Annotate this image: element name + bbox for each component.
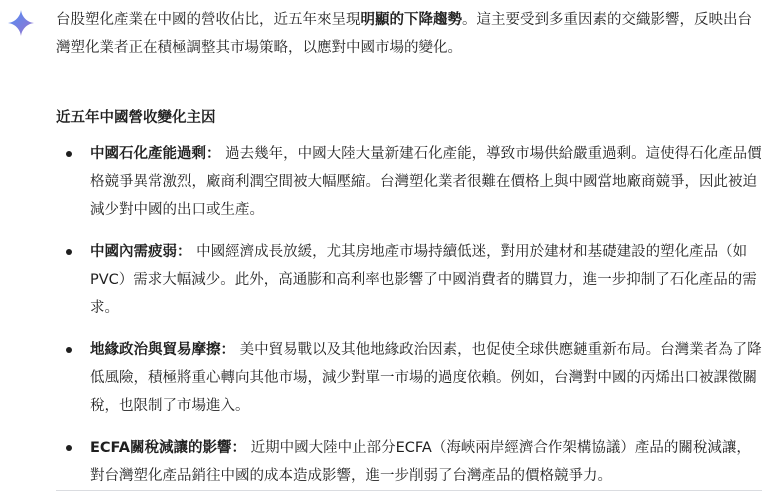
list-item-text: 近期中國大陸中止部分ECFA（海峽兩岸經濟合作架構協議）產品的關稅減讓，對台灣塑化產品銷往中國的成本造成影響，進一步削弱了台灣產品的價格競爭力。 bbox=[90, 440, 751, 484]
intro-paragraph bbox=[56, 6, 762, 62]
list-item bbox=[56, 238, 762, 322]
bullet-dot bbox=[66, 151, 72, 157]
gemini-sparkle-icon bbox=[8, 10, 34, 36]
intro-text-bold: 明顯的下降趨勢 bbox=[360, 12, 462, 28]
list-item-term: 中國內需疲弱： bbox=[90, 244, 192, 260]
list-item bbox=[56, 140, 762, 224]
list-item-term: 地緣政治與貿易摩擦： bbox=[90, 342, 235, 358]
intro-text-before: 台股塑化產業在中國的營收佔比，近五年來呈現 bbox=[56, 12, 361, 28]
list-item-term: ECFA關稅減讓的影響： bbox=[90, 440, 247, 456]
bullet-dot bbox=[66, 249, 72, 255]
list-item bbox=[56, 336, 762, 420]
list-item-text: 中國經濟成長放緩，尤其房地產市場持續低迷，對用於建材和基礎建設的塑化產品（如PVC）需求大幅減少。此外，高通膨和高利率也影響了中國消費者的購買力，進一步抑制了石化產品的需求。 bbox=[90, 244, 757, 316]
list-item-term: 中國石化產能過剩： bbox=[90, 146, 221, 162]
section-heading: 近五年中國營收變化主因 bbox=[56, 110, 216, 126]
causes-list bbox=[56, 140, 762, 490]
bullet-dot bbox=[66, 445, 72, 451]
list-item-text: 過去幾年，中國大陸大量新建石化產能，導致市場供給嚴重過剩。這使得石化產品價格競爭異常激烈，廠商利潤空間被大幅壓縮。台灣塑化業者很難在價格上與中國當地廠商競爭，因此被迫減少對中國的出口或生產。 bbox=[90, 146, 762, 218]
intro-text-after: 。這主要受到多重因素的交織影響，反映出台灣塑化業者正在積極調整其市場策略，以應對中國市場的變化。 bbox=[56, 12, 752, 56]
list-item bbox=[56, 434, 762, 490]
list-item-text: 美中貿易戰以及其他地緣政治因素，也促使全球供應鏈重新布局。台灣業者為了降低風險，積極將重心轉向其他市場，減少對單一市場的過度依賴。例如，台灣對中國的丙烯出口被課徵關稅，也限制了市場進入。 bbox=[90, 342, 762, 414]
divider bbox=[56, 490, 762, 491]
bullet-dot bbox=[66, 347, 72, 353]
response-content bbox=[56, 6, 762, 504]
